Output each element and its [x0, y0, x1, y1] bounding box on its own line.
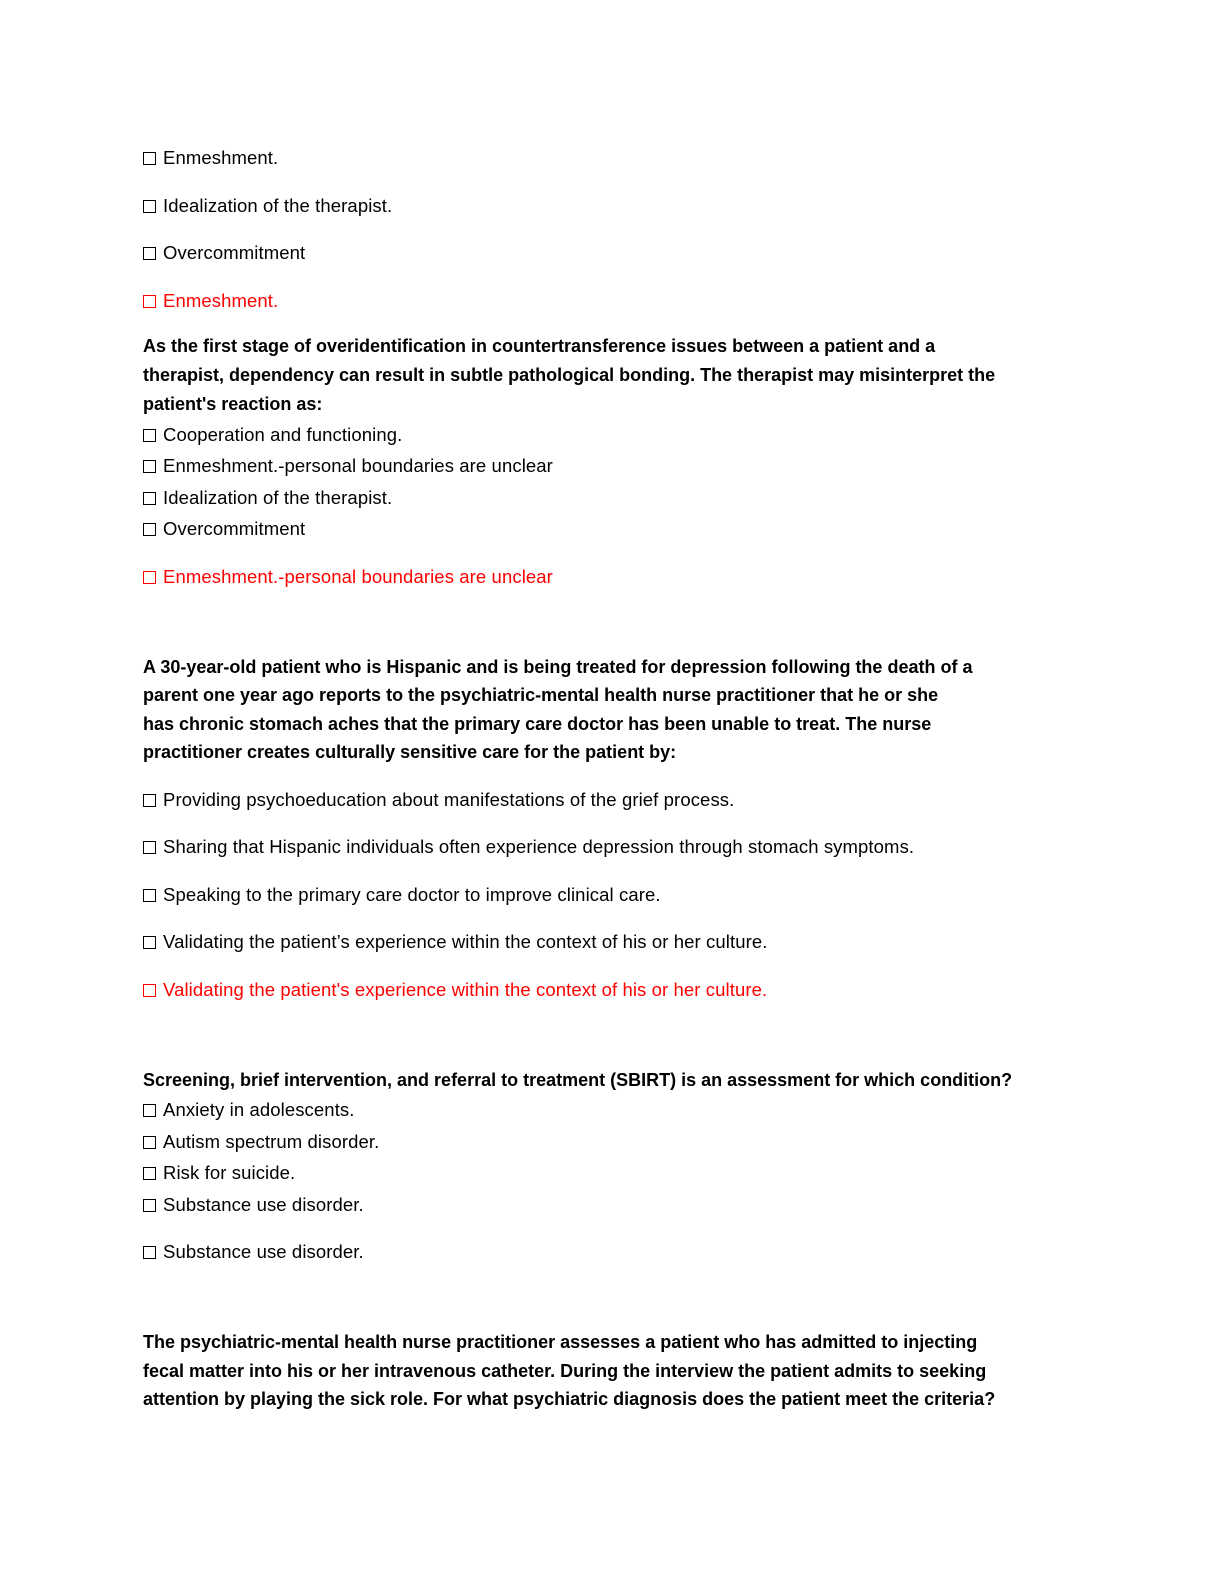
option-item	[143, 424, 402, 446]
option-item	[143, 518, 305, 540]
option-item	[143, 836, 914, 858]
option-text: Enmeshment.-personal boundaries are unclear	[163, 455, 553, 476]
question-text: The psychiatric-mental health nurse practitioner assesses a patient who has admitted to injecting	[143, 1332, 978, 1352]
option-item	[143, 147, 278, 169]
option-text: Speaking to the primary care doctor to improve clinical care.	[163, 884, 661, 905]
checkbox-icon	[143, 492, 156, 505]
question-text: practitioner creates culturally sensitive care for the patient by:	[143, 742, 677, 762]
option-item	[143, 1099, 355, 1121]
option-text: Providing psychoeducation about manifestations of the grief process.	[163, 789, 735, 810]
checkbox-icon	[143, 1167, 156, 1180]
option-text: Cooperation and functioning.	[163, 424, 403, 445]
option-item	[143, 242, 305, 264]
option-item	[143, 195, 392, 217]
option-text: Validating the patient’s experience within the context of his or her culture.	[163, 931, 768, 952]
option-text: Risk for suicide.	[163, 1162, 296, 1183]
option-item	[143, 884, 661, 906]
question-text: A 30-year-old patient who is Hispanic and is being treated for depression following the death of a	[143, 657, 973, 677]
answer-text: Enmeshment.	[163, 290, 279, 311]
checkbox-icon	[143, 936, 156, 949]
question-text: parent one year ago reports to the psychiatric-mental health nurse practitioner that he or she	[143, 685, 939, 705]
option-text: Idealization of the therapist.	[163, 487, 393, 508]
checkbox-icon	[143, 794, 156, 807]
question-text: As the first stage of overidentification in countertransference issues between a patient and a	[143, 336, 936, 356]
answer-item	[143, 566, 553, 588]
checkbox-icon	[143, 247, 156, 260]
checkbox-icon	[143, 841, 156, 854]
question-text: therapist, dependency can result in subtle pathological bonding. The therapist may misinterpret the	[143, 365, 996, 385]
checkbox-icon	[143, 523, 156, 536]
option-text: Autism spectrum disorder.	[163, 1131, 380, 1152]
option-text: Overcommitment	[163, 518, 306, 539]
checkbox-icon	[143, 295, 156, 308]
checkbox-icon	[143, 1199, 156, 1212]
answer-text: Substance use disorder.	[163, 1241, 364, 1262]
checkbox-icon	[143, 1104, 156, 1117]
question-text: patient's reaction as:	[143, 394, 323, 414]
question-text: fecal matter into his or her intravenous catheter. During the interview the patient admits to seeking	[143, 1361, 987, 1381]
option-item	[143, 487, 392, 509]
answer-text: Enmeshment.-personal boundaries are unclear	[163, 566, 553, 587]
option-text: Substance use disorder.	[163, 1194, 364, 1215]
checkbox-icon	[143, 984, 156, 997]
option-item	[143, 455, 553, 477]
option-item	[143, 1162, 295, 1184]
question-text: has chronic stomach aches that the primary care doctor has been unable to treat. The nurse	[143, 714, 932, 734]
question-text: Screening, brief intervention, and referral to treatment (SBIRT) is an assessment for which condition?	[143, 1070, 1013, 1090]
checkbox-icon	[143, 571, 156, 584]
answer-item	[143, 979, 767, 1001]
option-text: Overcommitment	[163, 242, 306, 263]
option-item	[143, 1131, 379, 1153]
option-item	[143, 1194, 364, 1216]
checkbox-icon	[143, 889, 156, 902]
option-item	[143, 931, 768, 953]
checkbox-icon	[143, 429, 156, 442]
answer-text: Validating the patient's experience within the context of his or her culture.	[163, 979, 768, 1000]
checkbox-icon	[143, 200, 156, 213]
option-item	[143, 789, 734, 811]
checkbox-icon	[143, 1136, 156, 1149]
option-text: Idealization of the therapist.	[163, 195, 393, 216]
option-text: Anxiety in adolescents.	[163, 1099, 355, 1120]
option-text: Sharing that Hispanic individuals often experience depression through stomach symptoms.	[163, 836, 915, 857]
answer-item	[143, 1241, 364, 1263]
checkbox-icon	[143, 1246, 156, 1259]
answer-item	[143, 290, 278, 312]
checkbox-icon	[143, 460, 156, 473]
question-text: attention by playing the sick role. For what psychiatric diagnosis does the patient meet the criteria?	[143, 1389, 996, 1409]
checkbox-icon	[143, 152, 156, 165]
option-text: Enmeshment.	[163, 147, 279, 168]
